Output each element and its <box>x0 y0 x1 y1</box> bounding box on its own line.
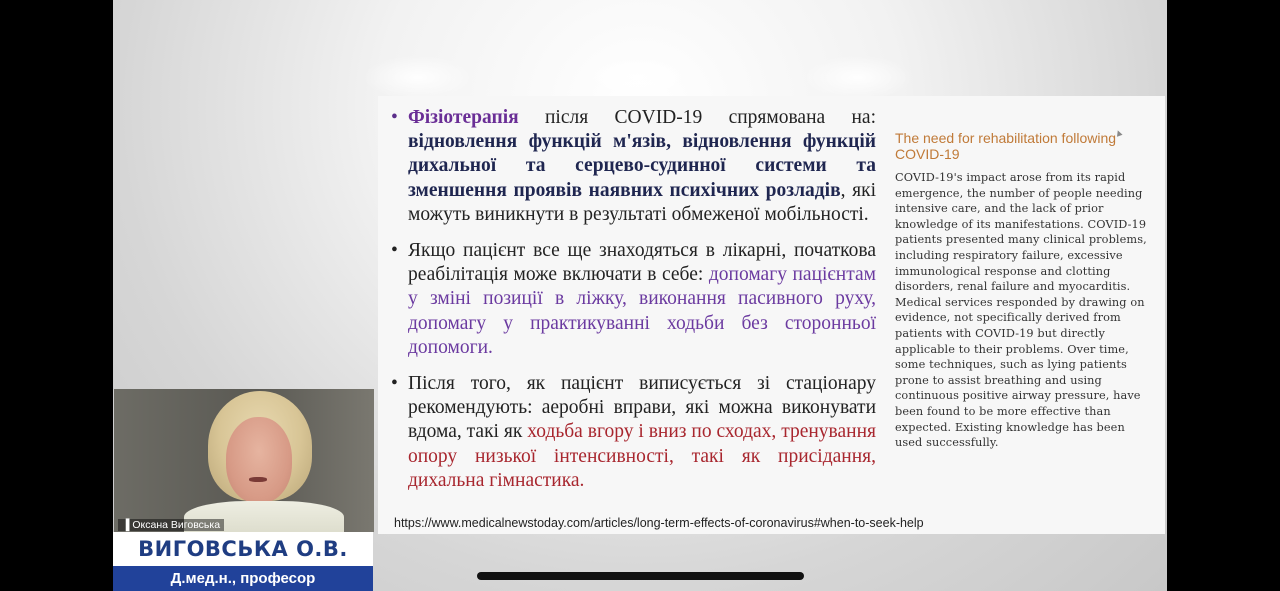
bullet-text-segment: ходьба вгору і вниз по сходах, тренування опору низької інтенсивності, такі як присідання, дихальна гімнастика. <box>408 421 876 491</box>
participant-label <box>118 519 224 531</box>
participant-name: Оксана Виговська <box>132 519 221 531</box>
webcam-feed <box>114 389 374 532</box>
sidebar-excerpt <box>895 130 1150 451</box>
bullet-dot-icon: • <box>391 373 398 395</box>
mouse-cursor-icon: ▲ <box>1112 126 1126 141</box>
presentation-slide <box>378 96 1165 534</box>
speaker-mouth <box>249 477 267 482</box>
speaker-name: ВИГОВСЬКА О.В. <box>113 532 373 566</box>
sidebar-body: COVID-19's impact arose from its rapid emergence, the number of people needing intensive care, and the lack of prior knowledge of its manifestations. COVID-19 patients presented many clinical problems, including respiratory failure, excessive immunological response and clotting disorders, renal failure and myocarditis. Medical services responded by drawing on evidence, not specifically derived from patients with COVID-19 but directly applicable to their problems. Over time, some techniques, such as lying patients prone to assist breathing and using continuous positive airway pressure, have been found to be more effective than expected. Existing knowledge has been used successfully. <box>895 171 1147 450</box>
light-glow <box>803 55 913 100</box>
home-indicator-bar[interactable] <box>477 572 804 580</box>
bullet-text-segment: , які можуть виникнути в результаті обмеженої мобільності. <box>408 179 876 225</box>
bullet-list <box>388 106 876 505</box>
speaker-face <box>226 417 292 503</box>
sidebar-title: The need for rehabilitation following COVID-19 <box>895 130 1117 162</box>
bullet-text-segment: Фізіотерапія <box>408 107 519 128</box>
bullet-dot-icon: • <box>391 240 398 262</box>
bullet-text-segment: Після того, як пацієнт виписується зі стаціонару рекомендують: аеробні вправи, які можна виконувати вдома, такі як <box>408 373 876 443</box>
bullet-text-segment: після COVID-19 спрямована на: <box>518 107 876 128</box>
speaker-title: Д.мед.н., професор <box>113 566 373 591</box>
bullet-item <box>388 372 876 493</box>
speaker-name-plate <box>113 532 373 591</box>
source-link[interactable]: https://www.medicalnewstoday.com/articles/long-term-effects-of-coronavirus#when-to-seek-help <box>394 516 924 530</box>
light-glow <box>583 55 693 100</box>
bullet-text-segment: відновлення функцій м'язів, відновлення функцій дихальної та серцево-судинної системи та зменшення проявів наявних психічних розладів <box>408 131 876 201</box>
bullet-item <box>388 106 876 227</box>
bullet-dot-icon: • <box>391 107 398 128</box>
bullet-item <box>388 239 876 360</box>
bullet-text-segment: Якщо пацієнт все ще знаходяться в лікарні, початкова реабілітація може включати в себе: <box>408 240 876 286</box>
signal-bars-icon: ▐ <box>122 519 130 531</box>
light-glow <box>363 55 473 100</box>
bullet-text-segment: допомагу пацієнтам у зміні позиції в ліжку, виконання пасивного руху, допомагу у практикуванні ходьби без сторонньої допомоги. <box>408 264 876 358</box>
